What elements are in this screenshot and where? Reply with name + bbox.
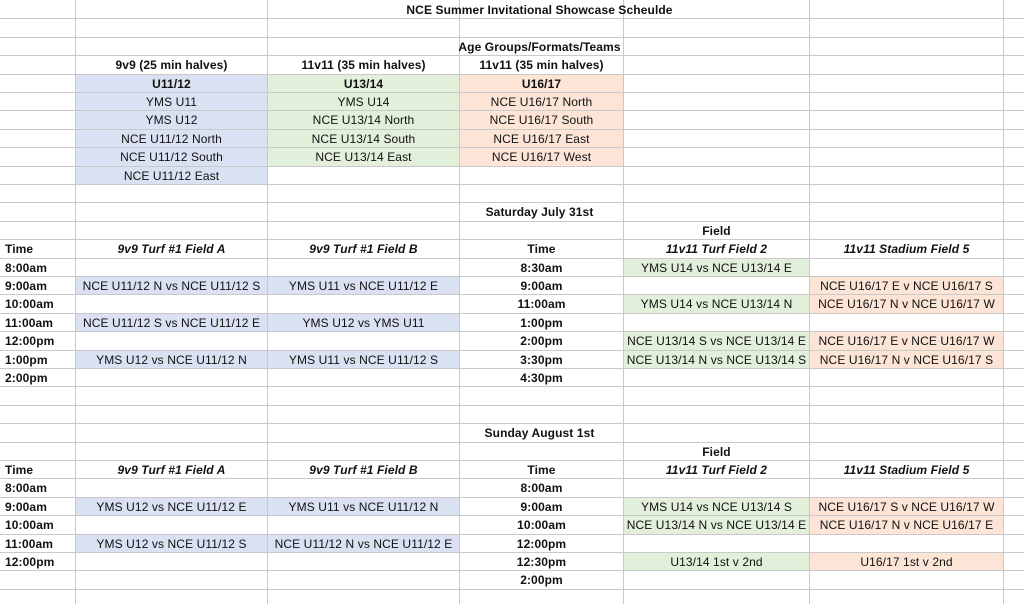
team-name[interactable]: YMS U14 bbox=[268, 93, 459, 110]
match-cell[interactable]: YMS U11 vs NCE U11/12 N bbox=[268, 498, 459, 515]
match-cell[interactable]: YMS U14 vs NCE U13/14 E bbox=[624, 259, 809, 276]
time-slot[interactable]: 9:00am bbox=[520, 278, 563, 293]
match-cell[interactable]: NCE U13/14 N vs NCE U13/14 E bbox=[624, 516, 809, 534]
time-slot[interactable]: 2:00pm bbox=[520, 573, 563, 587]
match-cell[interactable]: NCE U13/14 N vs NCE U13/14 S bbox=[624, 351, 809, 368]
field-header[interactable]: 11v11 Stadium Field 5 bbox=[843, 242, 970, 256]
time-slot[interactable]: 11:00am bbox=[5, 315, 54, 330]
time-slot[interactable]: 9:00am bbox=[5, 499, 47, 514]
match-cell[interactable]: NCE U16/17 S v NCE U16/17 W bbox=[810, 498, 1003, 515]
row-gridline bbox=[0, 405, 1024, 406]
format-label[interactable]: 9v9 (25 min halves) bbox=[115, 58, 228, 72]
time-slot[interactable]: 2:00pm bbox=[5, 370, 48, 385]
team-name[interactable]: YMS U12 bbox=[76, 111, 267, 129]
field-header[interactable]: 9v9 Turf #1 Field A bbox=[117, 242, 226, 256]
time-slot[interactable]: 9:00am bbox=[5, 278, 47, 293]
team-name[interactable]: NCE U11/12 North bbox=[76, 130, 267, 147]
team-name[interactable]: YMS U11 bbox=[76, 93, 267, 110]
match-cell[interactable]: YMS U11 vs NCE U11/12 S bbox=[268, 351, 459, 368]
match-cell[interactable]: NCE U16/17 N v NCE U16/17 W bbox=[810, 295, 1003, 313]
team-name[interactable]: NCE U16/17 North bbox=[460, 93, 623, 110]
team-name[interactable]: NCE U16/17 South bbox=[460, 111, 623, 129]
row-gridline bbox=[0, 589, 1024, 590]
row-gridline bbox=[0, 18, 1024, 19]
match-cell[interactable]: YMS U12 vs YMS U11 bbox=[268, 314, 459, 331]
age-group-name[interactable]: U13/14 bbox=[268, 75, 459, 92]
match-cell[interactable]: NCE U11/12 N vs NCE U11/12 S bbox=[76, 277, 267, 294]
time-slot[interactable]: 10:00am bbox=[517, 518, 566, 532]
time-slot[interactable]: 12:00pm bbox=[5, 334, 55, 348]
match-cell[interactable]: YMS U12 vs NCE U11/12 S bbox=[76, 535, 267, 552]
match-cell[interactable]: NCE U16/17 E v NCE U16/17 W bbox=[810, 332, 1003, 350]
field-header[interactable]: 11v11 Turf Field 2 bbox=[665, 462, 768, 477]
match-cell[interactable]: NCE U11/12 S vs NCE U11/12 E bbox=[76, 314, 267, 331]
match-cell[interactable]: U16/17 1st v 2nd bbox=[810, 553, 1003, 570]
time-header[interactable]: Time bbox=[5, 462, 34, 477]
team-name[interactable]: NCE U16/17 West bbox=[460, 148, 623, 166]
row-gridline bbox=[0, 386, 1024, 387]
time-slot[interactable]: 1:00pm bbox=[520, 315, 563, 330]
column-gridline bbox=[1003, 0, 1004, 604]
age-group-name[interactable]: U16/17 bbox=[460, 75, 623, 92]
match-cell[interactable]: NCE U16/17 N v NCE U16/17 E bbox=[810, 516, 1003, 534]
age-groups-header[interactable]: Age Groups/Formats/Teams bbox=[458, 39, 621, 54]
field-header[interactable]: 9v9 Turf #1 Field B bbox=[309, 462, 418, 477]
team-name[interactable]: NCE U13/14 North bbox=[268, 111, 459, 129]
team-name[interactable]: NCE U11/12 East bbox=[76, 167, 267, 184]
team-name[interactable]: NCE U13/14 East bbox=[268, 148, 459, 166]
field-label[interactable]: Field bbox=[702, 223, 731, 238]
match-cell[interactable]: NCE U16/17 N v NCE U16/17 S bbox=[810, 351, 1003, 368]
field-header[interactable]: 9v9 Turf #1 Field B bbox=[309, 242, 418, 256]
time-slot[interactable]: 8:30am bbox=[520, 260, 563, 275]
format-label[interactable]: 11v11 (35 min halves) bbox=[301, 58, 426, 72]
row-gridline bbox=[0, 184, 1024, 185]
time-header[interactable]: Time bbox=[527, 462, 556, 477]
time-slot[interactable]: 8:00am bbox=[520, 481, 563, 495]
field-label[interactable]: Field bbox=[702, 444, 731, 459]
time-slot[interactable]: 8:00am bbox=[5, 260, 47, 275]
time-slot[interactable]: 10:00am bbox=[5, 297, 54, 311]
day-title[interactable]: Sunday August 1st bbox=[484, 426, 595, 440]
field-header[interactable]: 11v11 Stadium Field 5 bbox=[843, 462, 970, 477]
field-header[interactable]: 11v11 Turf Field 2 bbox=[665, 242, 768, 256]
match-cell[interactable]: U13/14 1st v 2nd bbox=[624, 553, 809, 570]
time-slot[interactable]: 8:00am bbox=[5, 481, 47, 495]
field-header[interactable]: 9v9 Turf #1 Field A bbox=[117, 462, 226, 477]
time-slot[interactable]: 10:00am bbox=[5, 518, 54, 532]
format-label[interactable]: 11v11 (35 min halves) bbox=[479, 58, 604, 72]
time-slot[interactable]: 4:30pm bbox=[520, 370, 563, 385]
time-slot[interactable]: 12:30pm bbox=[516, 554, 567, 569]
team-name[interactable]: NCE U11/12 South bbox=[76, 148, 267, 166]
match-cell[interactable]: YMS U14 vs NCE U13/14 S bbox=[624, 498, 809, 515]
time-slot[interactable]: 3:30pm bbox=[520, 352, 563, 367]
team-name[interactable]: NCE U16/17 East bbox=[460, 130, 623, 147]
match-cell[interactable]: NCE U11/12 N vs NCE U11/12 E bbox=[268, 535, 459, 552]
age-group-name[interactable]: U11/12 bbox=[76, 75, 267, 92]
time-slot[interactable]: 12:00pm bbox=[516, 536, 567, 551]
match-cell[interactable]: YMS U14 vs NCE U13/14 N bbox=[624, 295, 809, 313]
match-cell[interactable]: YMS U11 vs NCE U11/12 E bbox=[268, 277, 459, 294]
time-slot[interactable]: 12:00pm bbox=[5, 554, 55, 569]
row-gridline bbox=[0, 442, 1024, 443]
day-title[interactable]: Saturday July 31st bbox=[485, 205, 594, 219]
time-header[interactable]: Time bbox=[5, 242, 34, 256]
match-cell[interactable]: YMS U12 vs NCE U11/12 N bbox=[76, 351, 267, 368]
time-slot[interactable]: 1:00pm bbox=[5, 352, 48, 367]
time-slot[interactable]: 2:00pm bbox=[520, 334, 563, 348]
time-slot[interactable]: 11:00am bbox=[5, 536, 54, 551]
time-header[interactable]: Time bbox=[527, 242, 556, 256]
match-cell[interactable]: YMS U12 vs NCE U11/12 E bbox=[76, 498, 267, 515]
team-name[interactable]: NCE U13/14 South bbox=[268, 130, 459, 147]
match-cell[interactable]: NCE U16/17 E v NCE U16/17 S bbox=[810, 277, 1003, 294]
match-cell[interactable]: NCE U13/14 S vs NCE U13/14 E bbox=[624, 332, 809, 350]
time-slot[interactable]: 9:00am bbox=[520, 499, 563, 514]
time-slot[interactable]: 11:00am bbox=[517, 297, 566, 311]
sheet-title[interactable]: NCE Summer Invitational Showcase Scheulde bbox=[406, 2, 673, 17]
row-gridline bbox=[0, 221, 1024, 222]
